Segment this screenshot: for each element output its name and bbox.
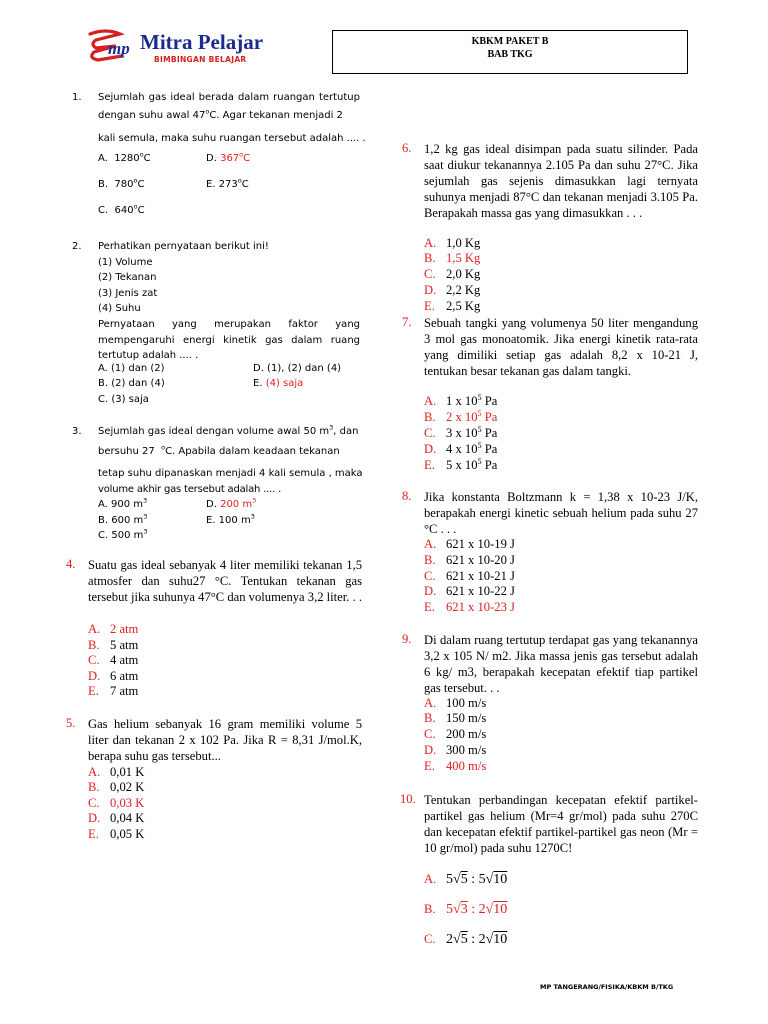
option-d[interactable]: D. 621 x 10-22 J (424, 584, 515, 598)
sqrt-icon: √ (453, 932, 461, 947)
option-c[interactable]: C. 3 x $10^5$ Pa (424, 424, 498, 440)
option-b[interactable]: B. 1,5 Kg (424, 251, 481, 265)
question-text: Di dalam ruang tertutup terdapat gas yang tekanannya 3,2 x 105 N/ m2. Jika massa jenis gas tersebut adalah 6 kg/ m3, berapakah kecepatan efektif tiap partikel gas tersebut. . . (424, 633, 698, 695)
statement-item: (1) Volume (98, 257, 153, 268)
option-a[interactable]: A. (1) dan (2) (98, 363, 165, 374)
option-d[interactable]: D. 4 x $10^5$ Pa (424, 440, 498, 456)
question-number: 8. (402, 489, 412, 503)
option-e[interactable]: E. 2,5 Kg (424, 299, 481, 313)
sqrt-icon: √ (485, 872, 494, 887)
question-text: Tentukan perbandingan kecepatan efektif partikel-partikel gas helium (Mr=4 gr/mol) pada suhu 270C dan kecepatan efektif partikel-partikel gas neon (Mr = 10 gr/mol) pada suhu 1270C! (424, 793, 698, 855)
option-b[interactable]: B. 621 x 10-20 J (424, 553, 515, 567)
option-b[interactable]: B. 600 $m^3$ (98, 512, 148, 526)
question-text-line: volume akhir gas tersebut adalah .... . (98, 484, 282, 495)
question-number: 6. (402, 141, 412, 155)
question-text: Suatu gas ideal sebanyak 4 liter memiliki tekanan 1,5 atmosfer dan suhu27 °C. Tentukan tekanan gas tersebut jika suhunya 47°C dan volumenya 3,2 liter. . . (88, 558, 363, 604)
logo-mark-text: mp (108, 39, 130, 58)
option-a[interactable]: A. 900 $m^3$ (98, 496, 148, 510)
option-e[interactable]: E. 100 $m^3$ (206, 512, 255, 526)
option-c[interactable]: C. 640$^o$C (98, 202, 145, 216)
question-number: 7. (402, 315, 412, 329)
option-b[interactable]: B. 150 m/s (424, 711, 487, 725)
option-d[interactable]: D. 200 $m^3$ (206, 496, 257, 510)
option-e[interactable]: E. 273$^o$C (206, 176, 249, 190)
header-title-1: KBKM PAKET B (471, 36, 549, 47)
question-text: 1,2 kg gas ideal disimpan pada suatu silinder. Pada saat diukur tekanannya 2.105 Pa dan suhu 27°C. Jika sejumlah gas sejenis dimasukkan lagi ternyata suhunya menjadi 87°C dan tekanan menjadi 3.105 Pa. Berapakah massa gas yang dimasukkan . . . (424, 142, 698, 220)
option-d[interactable]: D. (1), (2) dan (4) (253, 363, 342, 374)
question-number: 1. (72, 92, 82, 103)
statement-item: (2) Tekanan (98, 272, 157, 283)
question-text-line: bersuhu 27 $^o$C. Apabila dalam keadaan tekanan (98, 443, 340, 457)
option-e[interactable]: E. 0,05 K (88, 827, 145, 841)
question-number: 4. (66, 557, 76, 571)
statement-item: (4) Suhu (98, 303, 141, 314)
question-text-line: kali semula, maka suhu ruangan tersebut adalah .... . (98, 133, 366, 144)
question-text: Jika konstanta Boltzmann k = 1,38 x 10-23 J/K, berapakah energi kinetic sebuah helium pada suhu 27 °C . . . (424, 490, 698, 536)
option-a[interactable]: A. 1280$^o$C (98, 150, 151, 164)
header-title-box (332, 30, 688, 74)
option-a[interactable]: A. 2 atm (88, 622, 139, 636)
question-number: 3. (72, 426, 82, 437)
option-a[interactable]: A. 0,01 K (88, 765, 145, 779)
question-text-line: tetap suhu dipanaskan menjadi 4 kali semula , maka (98, 468, 363, 479)
header-title-2: BAB TKG (487, 49, 533, 60)
question-intro: Perhatikan pernyataan berikut ini! (98, 241, 269, 252)
question-number: 2. (72, 241, 82, 252)
question-text: Gas helium sebanyak 16 gram memiliki volume 5 liter dan tekanan 2 x 102 Pa. Jika R = 8,31 J/mol.K, berapa suhu gas tersebut... (88, 717, 362, 763)
question-text-line: Sejumlah gas ideal berada dalam ruangan tertutup (98, 92, 360, 103)
sqrt-icon: √ (485, 932, 494, 947)
option-c[interactable]: C. 200 m/s (424, 727, 487, 741)
question-number: 5. (66, 716, 76, 730)
option-d[interactable]: D. 367$^o$C (206, 150, 251, 164)
option-e[interactable]: E. 7 atm (88, 684, 139, 698)
question-text: Pernyataan yang merupakan faktor yang mempengaruhi energi kinetik gas dalam ruang tertutup adalah .... . (98, 319, 360, 362)
option-d[interactable]: D. 0,04 K (88, 811, 145, 825)
option-b[interactable]: B. (2) dan (4) (98, 378, 165, 389)
option-a[interactable]: A. 1 x $10^5$ Pa (424, 392, 498, 408)
option-e[interactable]: E. 621 x 10-23 J (424, 600, 515, 614)
option-a[interactable]: A. 5√5 : 5√10 (424, 872, 508, 887)
option-c[interactable]: C. 621 x 10-21 J (424, 569, 515, 583)
option-c[interactable]: C. 2,0 Kg (424, 267, 481, 281)
logo-mark-icon (86, 28, 134, 64)
question-number: 10. (400, 792, 416, 806)
option-e[interactable]: E. 400 m/s (424, 759, 487, 773)
page-footer: MP TANGERANG/FISIKA/KBKM B/TKG (540, 983, 674, 991)
sqrt-icon: √ (485, 902, 494, 917)
option-d[interactable]: D. 2,2 Kg (424, 283, 481, 297)
option-d[interactable]: D. 6 atm (88, 669, 139, 683)
option-c[interactable]: C. 4 atm (88, 653, 139, 667)
option-e[interactable]: E. 5 x $10^5$ Pa (424, 456, 498, 472)
option-c[interactable]: C. 2√5 : 2√10 (424, 932, 508, 947)
question-text: Sebuah tangki yang volumenya 50 liter mengandung 3 mol gas monoatomik. Jika energi kinetik rata-rata yang dimiliki setiap gas adalah 8,2 x 10-21 J, tentukan besar tekanan gas dalam tangki. (424, 316, 698, 378)
question-text-line: dengan suhu awal 47$^o$C. Agar tekanan menjadi 2 (98, 107, 343, 121)
option-b[interactable]: B. 780$^o$C (98, 176, 145, 190)
option-b[interactable]: B. 2 x $10^5$ Pa (424, 408, 498, 424)
option-a[interactable]: A. 1,0 Kg (424, 236, 481, 250)
option-b[interactable]: B. 5√3 : 2√10 (424, 902, 508, 917)
option-c[interactable]: C. (3) saja (98, 394, 149, 405)
option-e[interactable]: E. (4) saja (253, 378, 304, 389)
option-c[interactable]: C. 0,03 K (88, 796, 145, 810)
option-b[interactable]: B. 0,02 K (88, 780, 145, 794)
question-text-line: Sejumlah gas ideal dengan volume awal 50 $m^3$, dan (98, 423, 359, 437)
option-b[interactable]: B. 5 atm (88, 638, 139, 652)
statement-item: (3) Jenis zat (98, 288, 158, 299)
sqrt-icon: √ (453, 902, 461, 917)
option-c[interactable]: C. 500 $m^3$ (98, 527, 148, 541)
logo-subtitle: BIMBINGAN BELAJAR (154, 55, 247, 64)
option-a[interactable]: A. 100 m/s (424, 696, 487, 710)
option-a[interactable]: A. 621 x 10-19 J (424, 537, 515, 551)
option-d[interactable]: D. 300 m/s (424, 743, 487, 757)
sqrt-icon: √ (453, 872, 461, 887)
logo-text: Mitra Pelajar (140, 30, 264, 54)
question-number: 9. (402, 632, 412, 646)
